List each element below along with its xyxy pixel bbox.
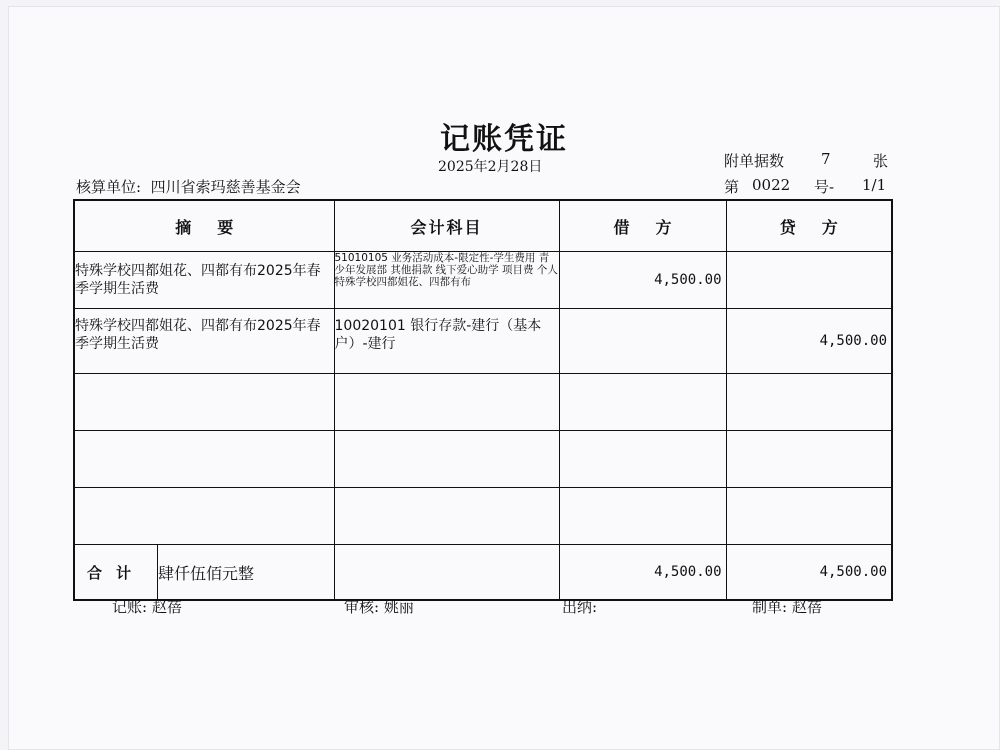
unit-name: 四川省索玛慈善基金会	[150, 178, 301, 196]
entry-debit: 4,500.00	[559, 252, 726, 309]
total-row	[74, 545, 892, 601]
header-credit: 贷方	[726, 200, 892, 252]
entry-debit	[559, 309, 726, 374]
voucher-prefix: 第	[724, 178, 740, 196]
total-in-words: 肆仟伍佰元整	[157, 545, 334, 599]
table-row	[74, 309, 892, 374]
voucher-suffix: 号-	[814, 178, 835, 196]
table-row-empty	[74, 488, 892, 545]
bookkeeper-signature: 记账: 赵蓓	[112, 598, 182, 616]
total-label: 合计	[86, 563, 145, 582]
total-credit: 4,500.00	[726, 545, 892, 601]
cashier-signature: 出纳:	[562, 598, 598, 616]
header-debit: 借方	[559, 200, 726, 252]
header-account: 会计科目	[334, 200, 559, 252]
attachment-number: 7	[821, 150, 831, 168]
entry-summary: 特殊学校四都姐花、四都有布2025年春季学期生活费	[74, 252, 334, 309]
table-row-empty	[74, 374, 892, 431]
entry-account: 51010105 业务活动成本-限定性-学生费用 青少年发展部 其他捐款 线下爱心助学 项目费 个人 特殊学校四都姐花、四都有布	[334, 252, 559, 309]
voucher-title: 记账凭证	[440, 122, 568, 157]
header-summary: 摘要	[74, 200, 334, 252]
unit-label: 核算单位:	[76, 178, 142, 196]
preparer-signature: 制单: 赵蓓	[752, 598, 822, 616]
total-debit: 4,500.00	[559, 545, 726, 601]
table-header	[74, 200, 892, 252]
table-row-empty	[74, 431, 892, 488]
attachment-unit: 张	[873, 152, 889, 170]
voucher-page: 1/1	[862, 176, 887, 194]
auditor-signature: 审核: 姚丽	[344, 598, 414, 616]
total-cell	[74, 545, 334, 601]
voucher-no: 0022	[752, 176, 791, 194]
entry-account: 10020101 银行存款-建行（基本户）-建行	[334, 309, 559, 374]
entry-credit: 4,500.00	[726, 309, 892, 374]
attachment-label: 附单据数	[724, 152, 785, 170]
voucher-table	[73, 199, 893, 601]
table-row	[74, 252, 892, 309]
entry-summary: 特殊学校四都姐花、四都有布2025年春季学期生活费	[74, 309, 334, 374]
voucher-date: 2025年2月28日	[438, 159, 543, 175]
accounting-unit	[76, 176, 301, 197]
entry-credit	[726, 252, 892, 309]
